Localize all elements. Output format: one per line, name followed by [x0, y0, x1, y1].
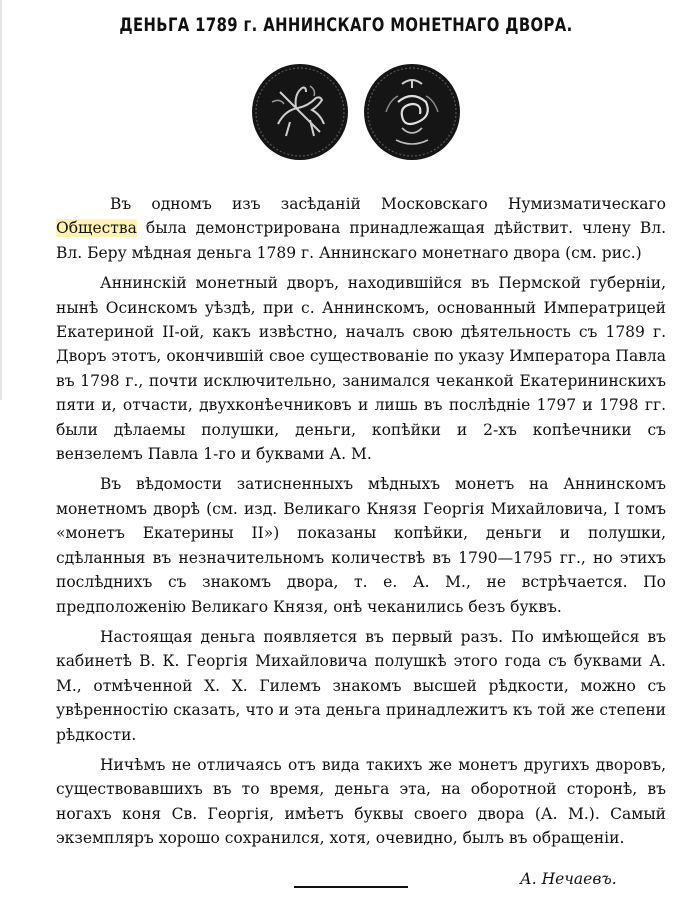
author-signature: А. Нечаевъ. [520, 870, 617, 888]
article-body [56, 192, 666, 857]
coin-obverse-st-george-icon [250, 62, 350, 162]
separator-rule [294, 886, 408, 888]
page-title: ДЕНЬГА 1789 г. АННИНСКАГО МОНЕТНАГО ДВОРА. [119, 14, 573, 36]
paragraph-1-after: была демонстрирована принадлежащая дѣйствит. члену Вл. Вл. Беру мѣдная деньга 1789 г. Аннинскаго монетнаго двора (см. рис.) [56, 219, 666, 262]
paragraph-2: Аннинскій монетный дворъ, находившійся въ Пермской губерніи, нынѣ Осинскомъ уѣздѣ, при с. Аннинскомъ, основанный Императрицей Екатериной II-ой, какъ извѣстно, началъ свою дѣятельность съ 1789 г. Дворъ этотъ, окончившій свое существованіе по указу Императора Павла въ 1798 г., почти исключительно, занимался чеканкой Екатерининскихъ пяти и, отчасти, двухконѣечниковъ и лишь въ послѣдніе 1797 и 1798 гг. были дѣлаемы полушки, деньги, копѣйки и 2-хъ копѣечники съ вензелемъ Павла 1-го и буквами А. М. [56, 274, 666, 464]
paragraph-1-before: Въ одномъ изъ засѣданій Московскаго Нумизматическаго [110, 195, 666, 213]
coin-figure [250, 62, 470, 172]
paragraph-5: Ничѣмъ не отличаясь отъ вида такихъ же монетъ другихъ дворовъ, существовавшихъ въ то время, деньга эта, на оборотной сторонѣ, въ ногахъ коня Св. Георгія, имѣетъ буквы своего двора (А. М.). Самый экземпляръ хорошо сохранился, хотя, очевидно, былъ въ обращеніи. [56, 755, 666, 848]
page-edge [0, 0, 2, 400]
coin-reverse-monogram-icon [362, 62, 462, 162]
highlighted-word: Общества [56, 219, 137, 238]
paragraph-1 [56, 192, 666, 265]
paragraph-4: Настоящая деньга появляется въ первый разъ. По имѣющейся въ кабинетѣ В. К. Георгія Михайловича полушкѣ этого года съ буквами А. М., отмѣченной Х. Х. Гилемъ знакомъ высшей рѣдкости, можно съ увѣренностію сказать, что и эта деньга принадлежитъ къ той же степени рѣдкости. [56, 627, 666, 744]
paragraph-3: Въ вѣдомости затисненныхъ мѣдныхъ монетъ на Аннинскомъ монетномъ дворѣ (см. изд. Великаго Князя Георгія Михайловича, I томъ «монетъ Екатерины II») показаны копѣйки, деньги и полушки, сдѣланныя въ незначительномъ количествѣ въ 1790—1795 гг., но этихъ послѣднихъ съ знакомъ двора, т. е. А. М., не встрѣчается. По предположенію Великаго Князя, онѣ чеканились безъ буквъ. [56, 475, 666, 616]
